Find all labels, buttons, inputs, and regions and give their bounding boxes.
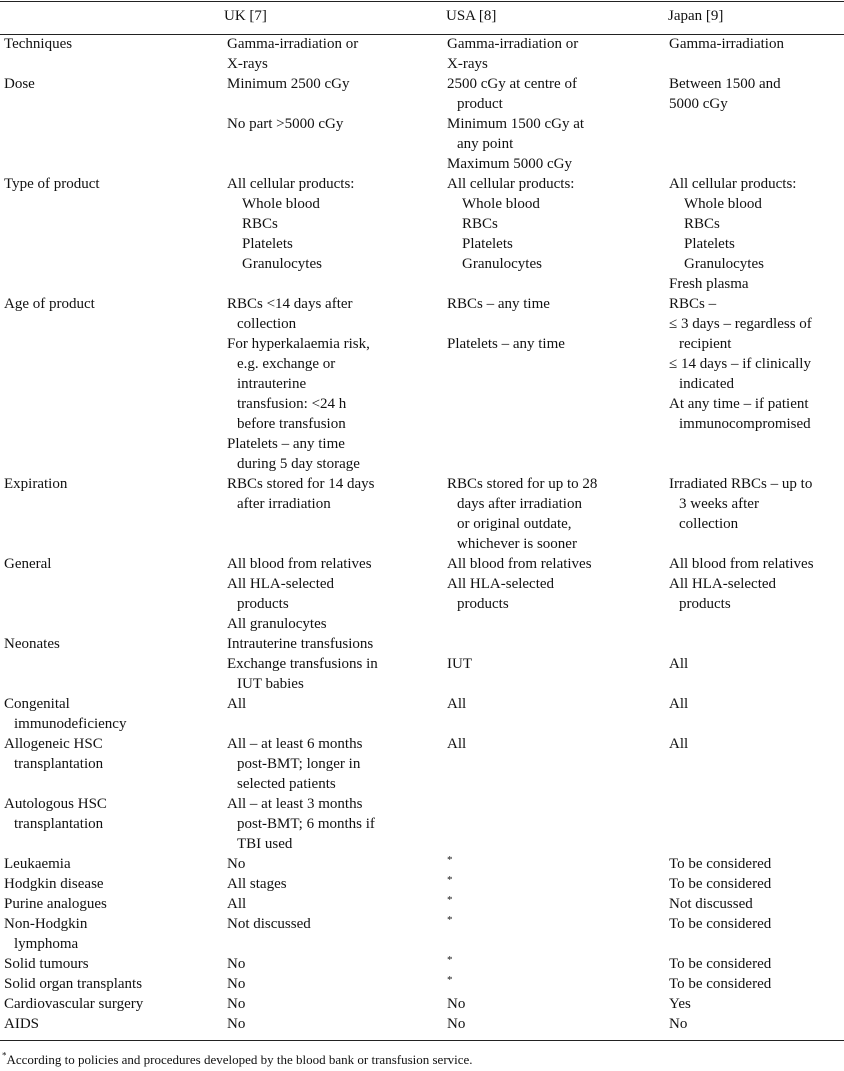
cell-usa-techniques — [446, 34, 668, 74]
cell-line: 2500 cGy at centre of — [447, 76, 577, 92]
header-uk: UK [7] — [224, 8, 267, 24]
table-header-row — [0, 6, 844, 34]
header-blank — [0, 6, 224, 34]
cell-line: All — [227, 696, 247, 712]
cell-japan-solid — [668, 954, 844, 974]
cell-line: Non-Hodgkin — [4, 916, 88, 932]
cell-uk-techniques — [224, 34, 446, 74]
cell-japan-leukaemia — [668, 854, 844, 874]
cell-line: RBCs – — [669, 296, 717, 312]
cell-line: products — [457, 596, 509, 612]
cell-line: 3 weeks after — [679, 496, 759, 512]
cell-usa-dose — [446, 74, 668, 174]
cell-japan-neonates — [668, 634, 844, 694]
row-label-aids — [0, 1014, 224, 1034]
row-label-dose — [0, 74, 224, 174]
cell-line: IUT — [447, 656, 472, 672]
cell-line: All granulocytes — [227, 616, 327, 632]
cell-line: Between 1500 and — [669, 76, 781, 92]
cell-line: No — [227, 976, 246, 992]
cell-uk-solid — [224, 954, 446, 974]
cell-line: No part >5000 cGy — [227, 116, 344, 132]
table-row-general — [0, 554, 844, 634]
cell-line: * — [447, 974, 453, 986]
cell-uk-autologous — [224, 794, 446, 854]
row-label-nonhodgkin — [0, 914, 224, 954]
cell-line: Fresh plasma — [669, 276, 749, 292]
cell-line: Solid tumours — [4, 956, 89, 972]
table-row-techniques — [0, 34, 844, 74]
cell-line — [227, 94, 446, 114]
irradiation-guidelines-table — [0, 6, 844, 1034]
cell-line: or original outdate, — [457, 516, 572, 532]
cell-line: recipient — [679, 336, 732, 352]
cell-usa-neonates — [446, 634, 668, 694]
cell-line: X-rays — [227, 56, 268, 72]
cell-uk-age — [224, 294, 446, 474]
cell-line: * — [447, 914, 453, 926]
cell-line: Allogeneic HSC — [4, 736, 103, 752]
footnote-text: According to policies and procedures developed by the blood bank or transfusion service. — [6, 1052, 473, 1067]
cell-japan-cardio — [668, 994, 844, 1014]
cell-line: Granulocytes — [242, 256, 322, 272]
row-label-cardio — [0, 994, 224, 1014]
cell-line: No — [227, 996, 246, 1012]
cell-line — [447, 314, 668, 334]
cell-line: Yes — [669, 996, 691, 1012]
cell-japan-age — [668, 294, 844, 474]
table-bottom-rule — [0, 1040, 844, 1041]
cell-line: RBCs stored for up to 28 — [447, 476, 598, 492]
cell-uk-expiration — [224, 474, 446, 554]
cell-line: Exchange transfusions in — [227, 656, 378, 672]
cell-usa-allogeneic — [446, 734, 668, 794]
cell-line: Congenital — [4, 696, 70, 712]
cell-usa-age — [446, 294, 668, 474]
cell-line: * — [447, 874, 453, 886]
cell-line: intrauterine — [237, 376, 307, 392]
cell-line: during 5 day storage — [237, 456, 360, 472]
cell-line: immunocompromised — [679, 416, 811, 432]
cell-japan-congenital — [668, 694, 844, 734]
footnote — [2, 1052, 473, 1068]
row-label-hodgkin — [0, 874, 224, 894]
cell-line: RBCs stored for 14 days — [227, 476, 375, 492]
cell-line: indicated — [679, 376, 734, 392]
cell-line: Whole blood — [462, 196, 540, 212]
cell-line: All – at least 3 months — [227, 796, 363, 812]
cell-line: collection — [679, 516, 739, 532]
cell-line: RBCs – any time — [447, 296, 550, 312]
row-label-neonates — [0, 634, 224, 694]
cell-line: All blood from relatives — [227, 556, 372, 572]
table-row-cardio — [0, 994, 844, 1014]
cell-line: All — [447, 696, 467, 712]
header-japan: Japan [9] — [668, 8, 724, 24]
row-label-autologous — [0, 794, 224, 854]
cell-line: transplantation — [14, 816, 104, 832]
cell-line: All HLA-selected — [669, 576, 777, 592]
cell-japan-hodgkin — [668, 874, 844, 894]
cell-japan-autologous — [668, 794, 844, 854]
cell-line: For hyperkalaemia risk, — [227, 336, 370, 352]
cell-line: X-rays — [447, 56, 488, 72]
row-label-techniques — [0, 34, 224, 74]
cell-line: All blood from relatives — [447, 556, 592, 572]
cell-line: Granulocytes — [684, 256, 764, 272]
cell-japan-purine — [668, 894, 844, 914]
cell-line: * — [447, 854, 453, 866]
cell-uk-neonates — [224, 634, 446, 694]
cell-line: To be considered — [669, 956, 772, 972]
cell-line: To be considered — [669, 976, 772, 992]
cell-line: Gamma-irradiation or — [447, 36, 579, 52]
cell-uk-cardio — [224, 994, 446, 1014]
cell-line: Gamma-irradiation — [669, 36, 784, 52]
row-label-general — [0, 554, 224, 634]
cell-usa-autologous — [446, 794, 668, 854]
cell-line: before transfusion — [237, 416, 346, 432]
cell-line: RBCs — [462, 216, 498, 232]
cell-line: Autologous HSC — [4, 796, 107, 812]
cell-line: No — [227, 1016, 246, 1032]
cell-line: after irradiation — [237, 496, 331, 512]
cell-japan-organ — [668, 974, 844, 994]
table-top-rule — [0, 1, 844, 2]
cell-line: All – at least 6 months — [227, 736, 363, 752]
cell-uk-dose — [224, 74, 446, 174]
row-label-leukaemia — [0, 854, 224, 874]
cell-uk-aids — [224, 1014, 446, 1034]
cell-usa-congenital — [446, 694, 668, 734]
cell-line: Platelets — [242, 236, 293, 252]
cell-japan-type — [668, 174, 844, 294]
cell-line: Not discussed — [227, 916, 311, 932]
cell-line: products — [679, 596, 731, 612]
cell-japan-nonhodgkin — [668, 914, 844, 954]
row-label-purine — [0, 894, 224, 914]
cell-uk-nonhodgkin — [224, 914, 446, 954]
cell-usa-organ — [446, 974, 668, 994]
table-row-hodgkin — [0, 874, 844, 894]
cell-line: No — [447, 996, 466, 1012]
cell-line: Age of product — [4, 296, 95, 312]
cell-line: Purine analogues — [4, 896, 107, 912]
cell-japan-techniques — [668, 34, 844, 74]
row-label-organ — [0, 974, 224, 994]
cell-line: e.g. exchange or — [237, 356, 336, 372]
cell-line: No — [227, 956, 246, 972]
cell-line: ≤ 3 days – regardless of — [669, 316, 812, 332]
footnote-mark: * — [2, 1050, 7, 1061]
cell-uk-general — [224, 554, 446, 634]
cell-line: Minimum 2500 cGy — [227, 76, 350, 92]
cell-line: RBCs <14 days after — [227, 296, 353, 312]
cell-line: General — [4, 556, 52, 572]
cell-line: AIDS — [4, 1016, 40, 1032]
cell-uk-leukaemia — [224, 854, 446, 874]
table-row-congenital — [0, 694, 844, 734]
cell-line: days after irradiation — [457, 496, 582, 512]
table-row-autologous — [0, 794, 844, 854]
cell-line: RBCs — [242, 216, 278, 232]
cell-line: To be considered — [669, 916, 772, 932]
cell-line: All HLA-selected — [227, 576, 335, 592]
cell-line: Platelets — [462, 236, 513, 252]
cell-line: Expiration — [4, 476, 68, 492]
cell-line: immunodeficiency — [14, 716, 127, 732]
cell-line: To be considered — [669, 876, 772, 892]
cell-line: Platelets – any time — [447, 336, 565, 352]
cell-line: selected patients — [237, 776, 336, 792]
cell-uk-organ — [224, 974, 446, 994]
cell-japan-aids — [668, 1014, 844, 1034]
cell-line: Whole blood — [684, 196, 762, 212]
cell-line: whichever is sooner — [457, 536, 577, 552]
cell-line: Leukaemia — [4, 856, 71, 872]
cell-line: No — [227, 856, 246, 872]
cell-uk-purine — [224, 894, 446, 914]
cell-line: Intrauterine transfusions — [227, 636, 374, 652]
cell-line: All HLA-selected — [447, 576, 555, 592]
cell-line: All — [227, 896, 247, 912]
table-row-purine — [0, 894, 844, 914]
cell-line: Maximum 5000 cGy — [447, 156, 572, 172]
row-label-congenital — [0, 694, 224, 734]
cell-line: Solid organ transplants — [4, 976, 143, 992]
cell-line: IUT babies — [237, 676, 304, 692]
table-row-organ — [0, 974, 844, 994]
cell-line: transfusion: <24 h — [237, 396, 347, 412]
cell-line — [447, 634, 668, 654]
cell-line — [669, 794, 844, 814]
table-row-allogeneic — [0, 734, 844, 794]
cell-line: transplantation — [14, 756, 104, 772]
cell-line — [447, 794, 668, 814]
cell-line: Type of product — [4, 176, 100, 192]
cell-usa-expiration — [446, 474, 668, 554]
cell-line: TBI used — [237, 836, 293, 852]
cell-line: All cellular products: — [227, 176, 355, 192]
cell-line: Platelets – any time — [227, 436, 345, 452]
cell-line: product — [457, 96, 503, 112]
cell-line: Dose — [4, 76, 35, 92]
cell-line: Not discussed — [669, 896, 753, 912]
cell-usa-nonhodgkin — [446, 914, 668, 954]
table-row-leukaemia — [0, 854, 844, 874]
cell-japan-dose — [668, 74, 844, 174]
cell-uk-congenital — [224, 694, 446, 734]
cell-line: post-BMT; 6 months if — [237, 816, 375, 832]
cell-line: All — [669, 696, 689, 712]
table-row-dose — [0, 74, 844, 174]
row-label-expiration — [0, 474, 224, 554]
cell-japan-allogeneic — [668, 734, 844, 794]
cell-line: At any time – if patient — [669, 396, 809, 412]
row-label-solid — [0, 954, 224, 974]
cell-line: All stages — [227, 876, 287, 892]
cell-line: Hodgkin disease — [4, 876, 104, 892]
cell-line: * — [447, 894, 453, 906]
table-row-type — [0, 174, 844, 294]
cell-line: All blood from relatives — [669, 556, 814, 572]
cell-line: any point — [457, 136, 514, 152]
cell-line: Neonates — [4, 636, 60, 652]
cell-line: Whole blood — [242, 196, 320, 212]
cell-line: All cellular products: — [447, 176, 575, 192]
table-row-aids — [0, 1014, 844, 1034]
cell-usa-type — [446, 174, 668, 294]
cell-line: RBCs — [684, 216, 720, 232]
cell-japan-expiration — [668, 474, 844, 554]
table-row-age — [0, 294, 844, 474]
cell-usa-cardio — [446, 994, 668, 1014]
cell-line: Irradiated RBCs – up to — [669, 476, 813, 492]
row-label-age — [0, 294, 224, 474]
table-row-nonhodgkin — [0, 914, 844, 954]
cell-line: No — [669, 1016, 688, 1032]
cell-japan-general — [668, 554, 844, 634]
cell-line: 5000 cGy — [669, 96, 728, 112]
cell-uk-type — [224, 174, 446, 294]
cell-usa-aids — [446, 1014, 668, 1034]
cell-line: ≤ 14 days – if clinically — [669, 356, 811, 372]
cell-line: Cardiovascular surgery — [4, 996, 144, 1012]
cell-line: products — [237, 596, 289, 612]
cell-line: All — [669, 736, 689, 752]
cell-line: post-BMT; longer in — [237, 756, 361, 772]
cell-line: * — [447, 954, 453, 966]
cell-line: All cellular products: — [669, 176, 797, 192]
row-label-type — [0, 174, 224, 294]
cell-line: Techniques — [4, 36, 73, 52]
header-usa: USA [8] — [446, 8, 497, 24]
cell-uk-allogeneic — [224, 734, 446, 794]
cell-line: Granulocytes — [462, 256, 542, 272]
row-label-allogeneic — [0, 734, 224, 794]
table-row-neonates — [0, 634, 844, 694]
table-row-expiration — [0, 474, 844, 554]
cell-line: No — [447, 1016, 466, 1032]
cell-line: Platelets — [684, 236, 735, 252]
cell-line: lymphoma — [14, 936, 79, 952]
cell-line: To be considered — [669, 856, 772, 872]
cell-line: Minimum 1500 cGy at — [447, 116, 585, 132]
cell-line — [669, 634, 844, 654]
cell-usa-general — [446, 554, 668, 634]
table-row-solid — [0, 954, 844, 974]
cell-line: All — [669, 656, 689, 672]
cell-line: All — [447, 736, 467, 752]
cell-uk-hodgkin — [224, 874, 446, 894]
cell-line: collection — [237, 316, 297, 332]
cell-line: Gamma-irradiation or — [227, 36, 359, 52]
